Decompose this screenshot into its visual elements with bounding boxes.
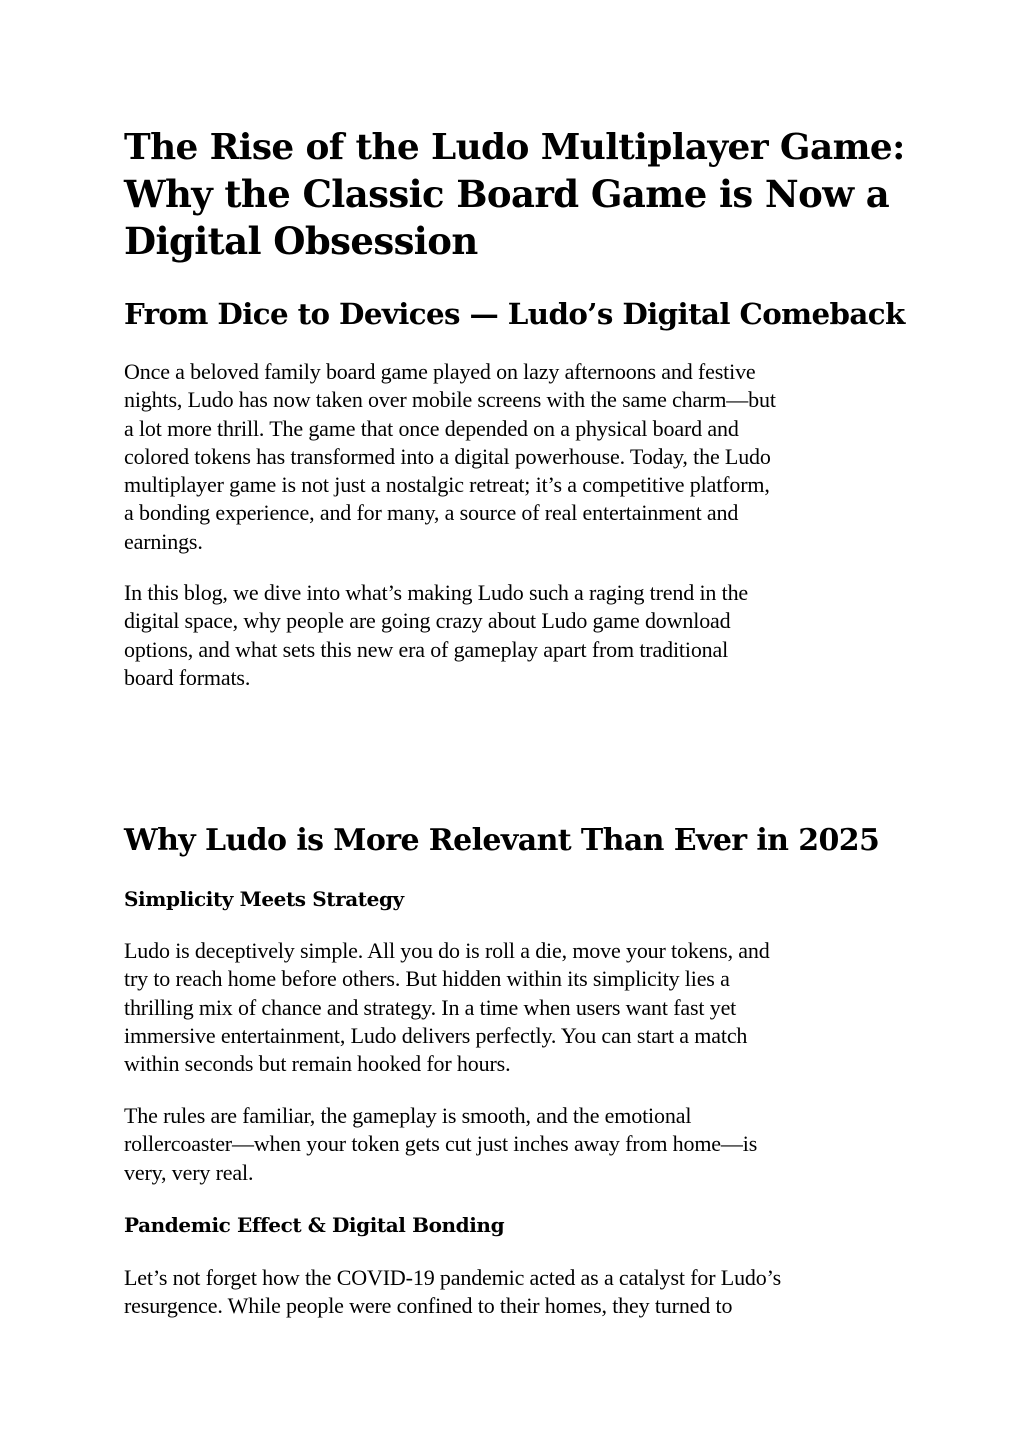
paragraph-line: earnings. (124, 528, 203, 554)
paragraph-line: Ludo is deceptively simple. All you do is roll a die, move your tokens, and (124, 938, 770, 963)
paragraph-rules (124, 1102, 914, 1187)
title-line: Why the Classic Board Game is Now a (124, 172, 890, 216)
paragraph-line: very, very real. (124, 1159, 254, 1185)
paragraph-line: options, and what sets this new era of gameplay apart from traditional (124, 636, 729, 662)
paragraph-line: digital space, why people are going crazy about Ludo game download (124, 608, 731, 634)
subheading-simplicity-strategy: Simplicity Meets Strategy (124, 887, 404, 911)
paragraph-line: Let’s not forget how the COVID-19 pandemic acted as a catalyst for Ludo’s (124, 1265, 782, 1290)
paragraph-line: board formats. (124, 664, 251, 690)
paragraph-line: The rules are familiar, the gameplay is smooth, and the emotional (124, 1103, 692, 1128)
paragraph-line: immersive entertainment, Ludo delivers perfectly. You can start a match (124, 1022, 748, 1048)
paragraph-line: multiplayer game is not just a nostalgic retreat; it’s a competitive platform, (124, 472, 770, 498)
paragraph-line: a lot more thrill. The game that once depended on a physical board and (124, 415, 739, 441)
paragraph-pandemic (124, 1264, 914, 1321)
paragraph-line: rollercoaster—when your token gets cut just inches away from home—is (124, 1131, 758, 1157)
subheading-pandemic-effect: Pandemic Effect & Digital Bonding (124, 1213, 505, 1237)
paragraph-line: In this blog, we dive into what’s making Ludo such a raging trend in the (124, 580, 749, 605)
title-line: The Rise of the Ludo Multiplayer Game: (124, 126, 905, 168)
document-title (124, 124, 914, 265)
paragraph-line: colored tokens has transformed into a digital powerhouse. Today, the Ludo (124, 443, 771, 469)
paragraph-line: a bonding experience, and for many, a source of real entertainment and (124, 500, 739, 526)
section-heading-digital-comeback: From Dice to Devices — Ludo’s Digital Comeback (124, 296, 905, 331)
paragraph-line: thrilling mix of chance and strategy. In a time when users want fast yet (124, 994, 737, 1020)
paragraph-blog-overview (124, 579, 914, 692)
paragraph-line: resurgence. While people were confined to their homes, they turned to (124, 1293, 733, 1319)
title-line: Digital Obsession (124, 219, 478, 263)
paragraph-line: within seconds but remain hooked for hours. (124, 1051, 511, 1077)
section-heading-relevance-2025: Why Ludo is More Relevant Than Ever in 2025 (124, 823, 880, 858)
paragraph-line: Once a beloved family board game played on lazy afternoons and festive (124, 359, 756, 384)
paragraph-line: nights, Ludo has now taken over mobile screens with the same charm—but (124, 387, 776, 413)
paragraph-simplicity (124, 937, 914, 1078)
paragraph-line: try to reach home before others. But hidden within its simplicity lies a (124, 966, 730, 992)
paragraph-intro (124, 358, 914, 556)
